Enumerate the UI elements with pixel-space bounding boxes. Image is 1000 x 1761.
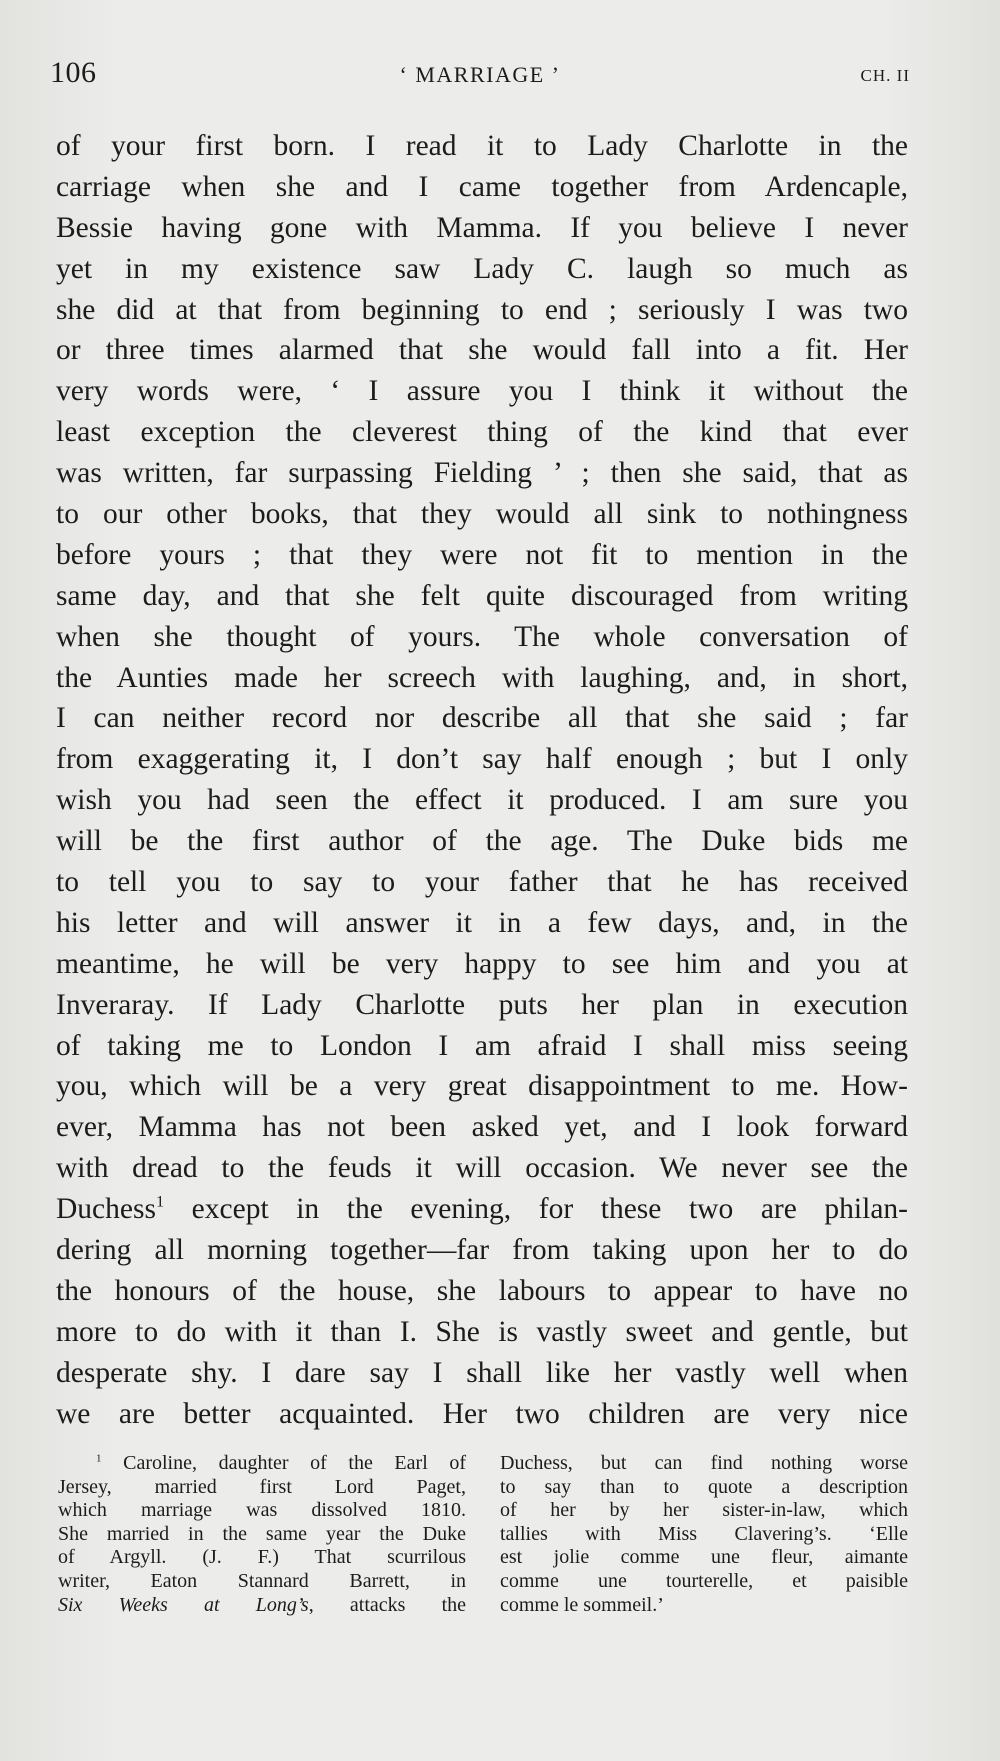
footnote-line: of her by her sister-in-law, which [500, 1499, 908, 1522]
footnote-line: comme une tourterelle, et paisible [500, 1569, 908, 1592]
body-line: yet in my existence saw Lady C. laugh so much as [56, 252, 908, 285]
body-line: very words were, ‘ I assure you I think it without the [56, 375, 908, 408]
body-line: Inveraray. If Lady Charlotte puts her plan in execution [56, 988, 908, 1021]
body-line: you, which will be a very great disappointment to me. How- [56, 1070, 908, 1103]
footnotes [58, 1452, 914, 1652]
footnote-line: which marriage was dissolved 1810. [58, 1499, 466, 1522]
body-line: to our other books, that they would all sink to nothingness [56, 498, 908, 531]
body-line: will be the first author of the age. The Duke bids me [56, 825, 908, 858]
running-head [50, 56, 910, 100]
body-line: more to do with it than I. She is vastly sweet and gentle, but [56, 1315, 908, 1348]
footnote-column-right [500, 1452, 908, 1617]
body-line: the Aunties made her screech with laughing, and, in short, [56, 661, 908, 694]
body-line: when she thought of yours. The whole conversation of [56, 620, 908, 653]
footnote-line: Duchess, but can find nothing worse [500, 1452, 908, 1474]
footnote-line-text: Caroline, daughter of the Earl of [123, 1452, 467, 1474]
body-line: I can neither record nor describe all that she said ; far [56, 702, 908, 735]
footnote-line: writer, Eaton Stannard Barrett, in [58, 1569, 466, 1592]
body-line: before yours ; that they were not fit to mention in the [56, 538, 908, 571]
body-line: of taking me to London I am afraid I shall miss seeing [56, 1029, 908, 1062]
chapter-mark: CH. II [860, 66, 910, 85]
body-line: his letter and will answer it in a few days, and, in the [56, 906, 908, 939]
body-line: with dread to the feuds it will occasion. We never see the [56, 1152, 908, 1185]
body-line: meantime, he will be very happy to see him and you at [56, 947, 908, 980]
duchess-line-rest: except in the evening, for these two are philan- [164, 1193, 908, 1226]
body-line: carriage when she and I came together from Ardencaple, [56, 170, 908, 203]
footnote-line: tallies with Miss Clavering’s. ‘Elle [500, 1522, 908, 1545]
body-text [56, 126, 908, 1435]
footnote-marker: 1 [96, 1452, 102, 1465]
body-line: desperate shy. I dare say I shall like her vastly well when [56, 1356, 908, 1389]
footnote-line: Six Weeks at Long’s, attacks the [58, 1593, 467, 1616]
body-line: was written, far surpassing Fielding ’ ; then she said, that as [56, 457, 908, 490]
body-line: we are better acquainted. Her two children are very nice [56, 1397, 908, 1430]
body-line: dering all morning together—far from taking upon her to do [56, 1234, 908, 1267]
page-number: 106 [50, 56, 97, 89]
footnote-line: comme le sommeil.’ [500, 1593, 664, 1616]
footnote-line: to say than to quote a description [500, 1475, 908, 1498]
body-line: from exaggerating it, I don’t say half enough ; but I only [56, 743, 908, 776]
body-line: she did at that from beginning to end ; seriously I was two [56, 293, 908, 326]
footnote-line-first [58, 1452, 466, 1476]
body-line: the honours of the house, she labours to appear to have no [56, 1274, 908, 1307]
running-title: ‘ MARRIAGE ’ [399, 62, 561, 87]
body-line: of your first born. I read it to Lady Charlotte in the [56, 130, 908, 162]
footnote-line: Jersey, married first Lord Paget, [58, 1475, 466, 1498]
footnote-line: She married in the same year the Duke [58, 1522, 466, 1545]
body-line: Bessie having gone with Mamma. If you believe I never [56, 211, 908, 244]
body-line: ever, Mamma has not been asked yet, and I look forward [56, 1111, 908, 1144]
body-line: least exception the cleverest thing of the kind that ever [56, 416, 908, 449]
footnote-line: est jolie comme une fleur, aimante [500, 1546, 908, 1569]
body-line: same day, and that she felt quite discouraged from writing [56, 579, 908, 612]
duchess-word: Duchess [56, 1193, 156, 1226]
footnote-line: of Argyll. (J. F.) That scurrilous [58, 1546, 466, 1569]
body-line: wish you had seen the effect it produced. I am sure you [56, 784, 908, 817]
body-line: to tell you to say to your father that he has received [56, 866, 908, 899]
body-line: or three times alarmed that she would fall into a fit. Her [56, 334, 908, 367]
body-line-duchess [56, 1189, 908, 1230]
footnote-column-left [58, 1452, 466, 1617]
book-title: Six Weeks at Long’s [58, 1593, 309, 1616]
footnote-reference: 1 [155, 1192, 165, 1211]
